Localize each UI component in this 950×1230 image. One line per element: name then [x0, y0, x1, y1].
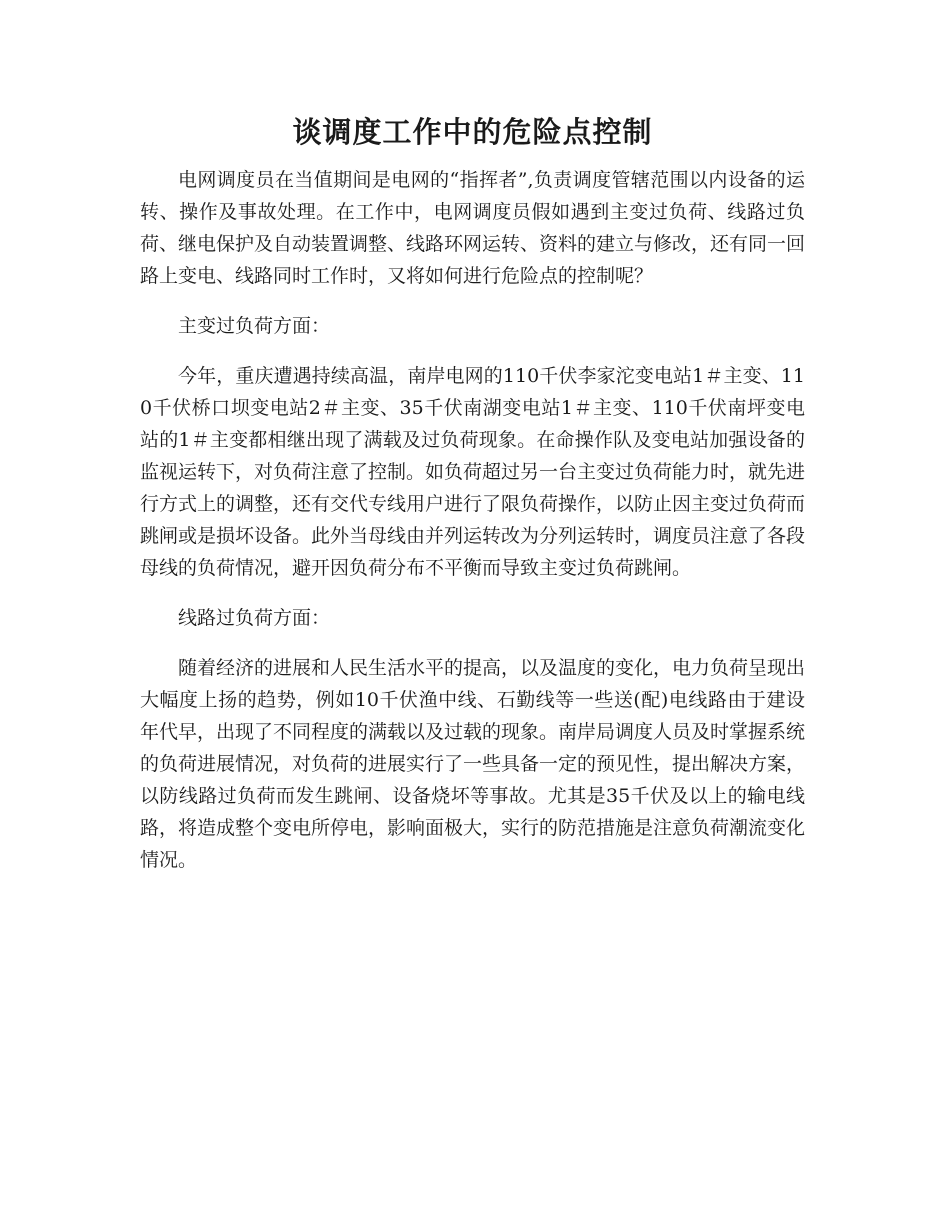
- document-content: [140, 112, 805, 894]
- section-body-line-overload: 随着经济的进展和人民生活水平的提高，以及温度的变化，电力负荷呈现出大幅度上扬的趋势，例如10千伏渔中线、石勤线等一些送(配)电线路由于建设年代早，出现了不同程度的满载以及过载的现象。南岸局调度人员及时掌握系统的负荷进展情况，对负荷的进展实行了一些具备一定的预见性，提出解决方案，以防线路过负荷而发生跳闸、设备烧坏等事故。尤其是35千伏及以上的输电线路，将造成整个变电所停电，影响面极大，实行的防范措施是注意负荷潮流变化情况。: [140, 657, 806, 871]
- document-title: 谈调度工作中的危险点控制: [292, 115, 653, 149]
- section-body-transformer-overload: 今年，重庆遭遇持续高温，南岸电网的110千伏李家沱变电站1＃主变、110千伏桥口坝变电站2＃主变、35千伏南湖变电站1＃主变、110千伏南坪变电站的1＃主变都相继出现了满载及过负荷现象。在命操作队及变电站加强设备的监视运转下，对负荷注意了控制。如负荷超过另一台主变过负荷能力时，就先进行方式上的调整，还有交代专线用户进行了限负荷操作，以防止因主变过负荷而跳闸或是损坏设备。此外当母线由并列运转改为分列运转时，调度员注意了各段母线的负荷情况，避开因负荷分布不平衡而导致主变过负荷跳闸。: [140, 365, 806, 579]
- section-heading-line-overload: 线路过负荷方面：: [178, 607, 331, 629]
- section-heading-transformer-overload: 主变过负荷方面：: [178, 315, 331, 337]
- intro-paragraph: 电网调度员在当值期间是电网的“指挥者”,负责调度管辖范围以内设备的运转、操作及事故处理。在工作中，电网调度员假如遇到主变过负荷、线路过负荷、继电保护及自动装置调整、线路环网运转、资料的建立与修改，还有同一回路上变电、线路同时工作时，又将如何进行危险点的控制呢？: [140, 169, 806, 287]
